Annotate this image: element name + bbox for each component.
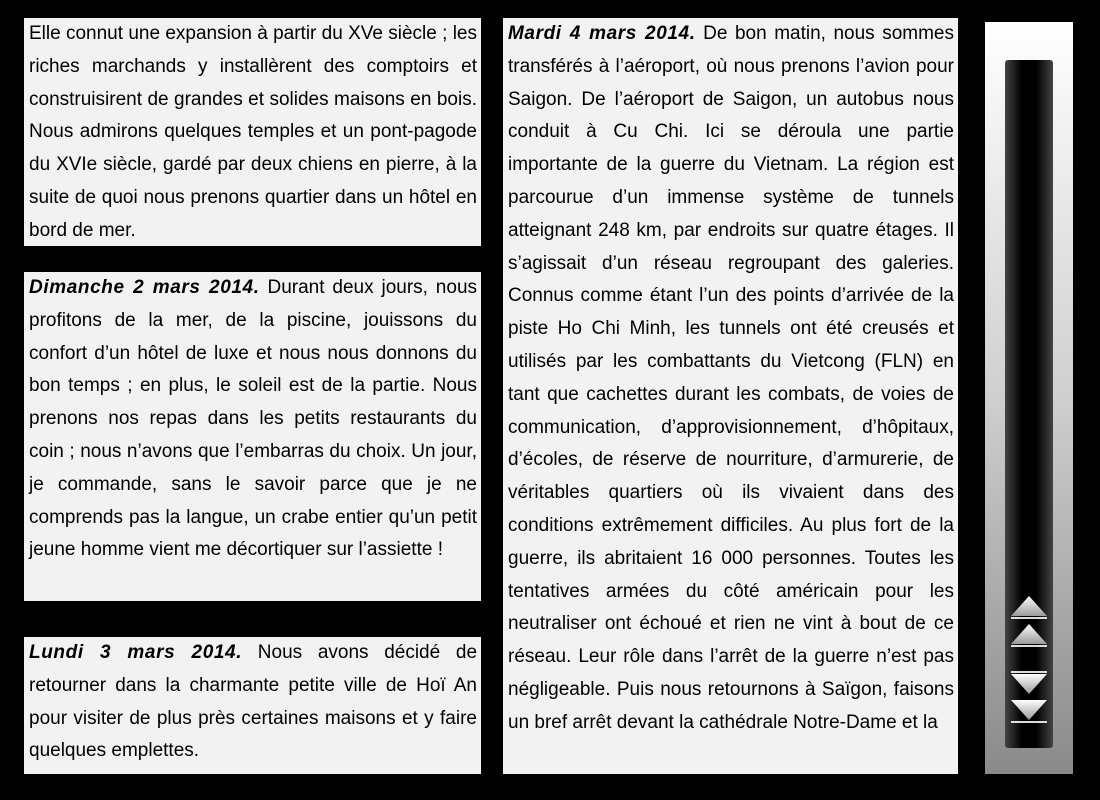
- paragraph-text: Durant deux jours, nous profitons de la mer, de la piscine, jouissons du confort d’un hôtel de luxe et nous nous donnons du bon temps ; en plus, le soleil est de la partie. Nous prenons nos repas dans les petits restaurants du coin ; nous n’avons que l’embarras du choix. Un jour, je commande, sans le savoir parce que je ne comprends pas la langue, un crabe entier qu’un petit jeune homme vient me décortiquer sur l’assiette !: [29, 277, 478, 561]
- paragraph-text: De bon matin, nous sommes transférés à l’aéroport, où nous prenons l’avion pour Saigon. De l’aéroport de Saigon, un autobus nous conduit à Cu Chi. Ici se déroula une partie importante de la guerre du Vietnam. La région est parcourue d’un immense système de tunnels atteignant 248 km, par endroits sur quatre étages. Il s’agissait d’un réseau regroupant des galeries. Connus comme étant l’un des points d’arrivée de la piste Ho Chi Minh, les tunnels ont été creusés et utilisés par les combattants du Vietcong (FLN) en tant que cachettes durant les combats, de voies de communication, d’approvisionnement, d’hôpitaux, d’écoles, de réserve de nourriture, d’armurerie, de véritables quartiers où ils vivaient dans des conditions extrêmement difficiles. Au plus fort de la guerre, ils abritaient 16 000 personnes. Toutes les tentatives armées du côté américain pour les neutraliser ont échoué et rien ne vint à bout de ce réseau. Leur rôle dans l’arrêt de la guerre n’est pas négligeable. Puis nous retournons à Saïgon, faisons un bref arrêt devant la cathédrale Notre-Dame et la: [508, 23, 954, 733]
- paragraph-text: Nous avons décidé de retourner dans la charmante petite ville de Hoï An pour visiter de plus près certaines maisons et y faire quelques emplettes.: [29, 642, 478, 762]
- text-block-lundi: [24, 637, 481, 774]
- paragraph-text: Elle connut une expansion à partir du XVe siècle ; les riches marchands y installèrent des comptoirs et construisirent de grandes et solides maisons en bois. Nous admirons quelques temples et un pont-pagode du XVIe siècle, gardé par deux chiens en pierre, à la suite de quoi nous prenons quartier dans un hôtel en bord de mer.: [29, 23, 477, 241]
- arrow-down-icon[interactable]: [1009, 698, 1049, 724]
- entry-date: Dimanche 2 mars 2014.: [29, 277, 260, 298]
- text-block-intro: [24, 18, 481, 246]
- arrow-up-icon[interactable]: [1009, 594, 1049, 620]
- arrow-up-icon[interactable]: [1009, 622, 1049, 648]
- text-block-dimanche: [24, 272, 481, 601]
- scrollbar[interactable]: [985, 22, 1073, 774]
- entry-date: Lundi 3 mars 2014.: [29, 642, 243, 663]
- text-block-mardi: [503, 18, 958, 774]
- entry-date: Mardi 4 mars 2014.: [508, 23, 696, 44]
- arrow-down-icon[interactable]: [1009, 670, 1049, 696]
